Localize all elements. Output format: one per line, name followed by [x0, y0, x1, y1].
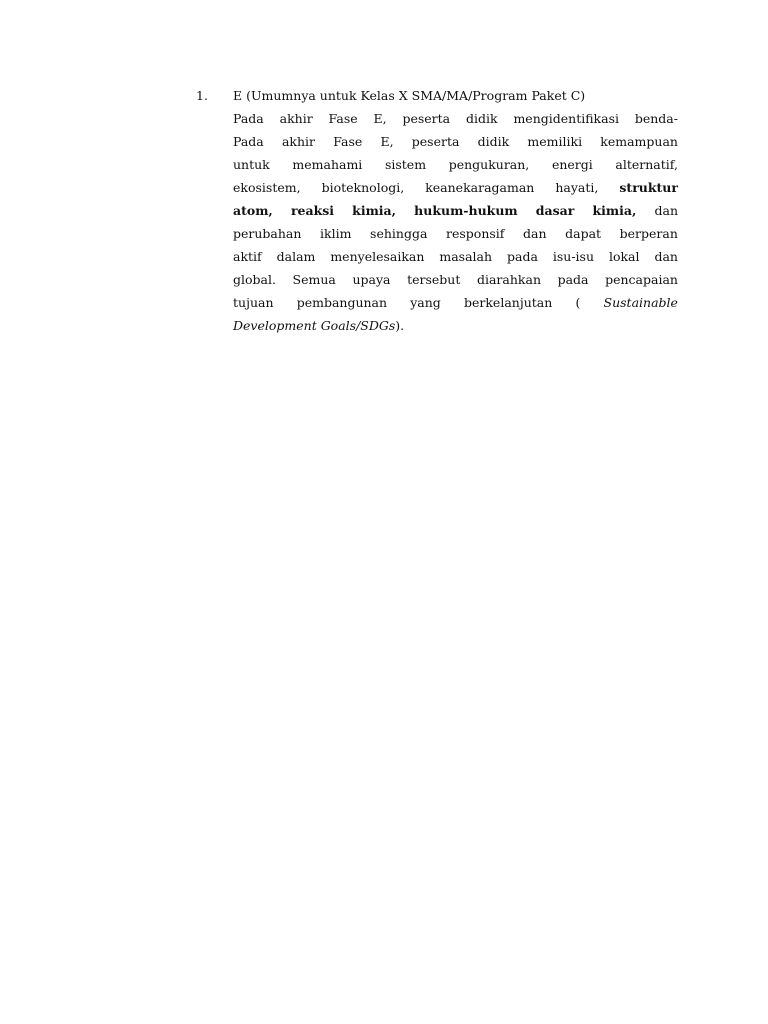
word: dapat: [565, 226, 602, 241]
word: peserta: [402, 111, 451, 126]
word: kemampuan: [600, 134, 678, 149]
paragraph-line: [233, 130, 678, 153]
word: yang: [410, 295, 441, 310]
word: peserta: [411, 134, 460, 149]
word: lokal: [608, 249, 640, 264]
word: pencapaian: [605, 272, 678, 287]
word: berkelanjutan: [463, 295, 553, 310]
word: Fase: [333, 134, 363, 149]
word: (: [575, 295, 581, 310]
word: responsif: [446, 226, 505, 241]
paragraph-line: [233, 222, 678, 245]
word: struktur: [619, 180, 678, 195]
word: pengukuran,: [448, 157, 530, 172]
list-number: 1.: [196, 88, 208, 103]
paragraph-line: [233, 245, 678, 268]
word: hukum-hukum: [414, 203, 518, 218]
word: Pada: [233, 111, 264, 126]
word: memiliki: [527, 134, 583, 149]
word: untuk: [233, 157, 270, 172]
word: pada: [507, 249, 538, 264]
word: berperan: [619, 226, 678, 241]
word: dan: [654, 203, 678, 218]
word: dasar: [535, 203, 575, 218]
paragraph-line: [233, 268, 678, 291]
paragraph-line: [233, 107, 678, 130]
paragraph-line: [233, 314, 678, 337]
word: sehingga: [370, 226, 428, 241]
word: dalam: [276, 249, 316, 264]
word: sistem: [384, 157, 427, 172]
word: mengidentifikasi: [513, 111, 619, 126]
list-heading: E (Umumnya untuk Kelas X SMA/MA/Program Paket C): [233, 88, 586, 103]
word: E,: [373, 111, 387, 126]
text-run: ).: [395, 318, 405, 333]
word: Sustainable: [603, 295, 678, 310]
paragraph: [233, 107, 678, 337]
paragraph-line: [233, 199, 678, 222]
word: akhir: [281, 134, 316, 149]
word: dan: [654, 249, 678, 264]
word: pada: [557, 272, 589, 287]
word: energi: [551, 157, 593, 172]
word: memahami: [292, 157, 363, 172]
word: Semua: [292, 272, 336, 287]
word: kimia,: [352, 203, 397, 218]
word: didik: [466, 111, 498, 126]
word: menyelesaikan: [330, 249, 425, 264]
word: E,: [380, 134, 394, 149]
word: didik: [477, 134, 510, 149]
word: isu-isu: [552, 249, 595, 264]
word: Pada: [233, 134, 264, 149]
word: tersebut: [407, 272, 461, 287]
paragraph-line: [233, 153, 678, 176]
word: iklim: [320, 226, 352, 241]
word: dan: [523, 226, 547, 241]
word: alternatif,: [615, 157, 678, 172]
word: hayati,: [555, 180, 599, 195]
word: global.: [233, 272, 276, 287]
word: bioteknologi,: [321, 180, 405, 195]
word: reaksi: [290, 203, 335, 218]
word: ekosistem,: [233, 180, 301, 195]
paragraph-line: [233, 176, 678, 199]
word: tujuan: [233, 295, 274, 310]
word: upaya: [352, 272, 391, 287]
word: benda-: [634, 111, 678, 126]
word: keanekaragaman: [425, 180, 535, 195]
word: perubahan: [233, 226, 302, 241]
word: Fase: [328, 111, 358, 126]
paragraph-line: [233, 291, 678, 314]
word: kimia,: [592, 203, 637, 218]
word: masalah: [439, 249, 493, 264]
word: akhir: [279, 111, 313, 126]
word: diarahkan: [476, 272, 541, 287]
word: aktif: [233, 249, 262, 264]
text-run: Development Goals/SDGs: [233, 318, 396, 333]
word: atom,: [233, 203, 273, 218]
word: pembangunan: [296, 295, 388, 310]
